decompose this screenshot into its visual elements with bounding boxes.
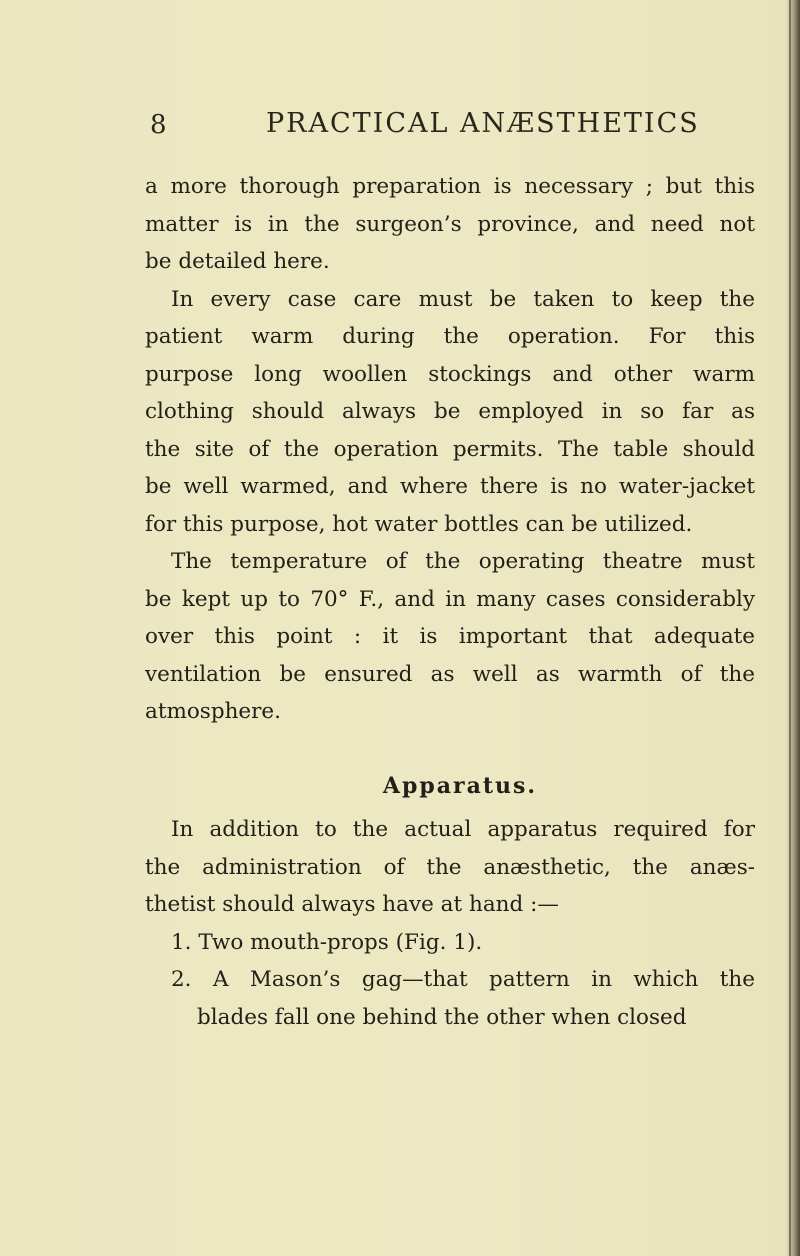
- text-line: be well warmed, and where there is no water-jacket: [145, 474, 755, 499]
- page-edge-line: [789, 0, 791, 1256]
- text-line: the site of the operation permits. The table should: [145, 436, 755, 462]
- text-line: atmosphere.: [145, 699, 281, 724]
- body-text: [145, 168, 755, 1036]
- list-item-continuation: blades fall one behind the other when closed: [197, 1004, 687, 1030]
- text-line: patient warm during the operation. For this: [145, 324, 755, 349]
- page-number: 8: [150, 110, 168, 140]
- text-line: clothing should always be employed in so far as: [145, 399, 755, 424]
- text-line: be kept up to 70° F., and in many cases considerably: [145, 586, 755, 612]
- text-line: purpose long woollen stockings and other warm: [145, 361, 755, 387]
- section-heading: Apparatus.: [382, 772, 538, 799]
- text-line: over this point : it is important that adequate: [145, 624, 755, 649]
- list-item: 2. A Mason’s gag—that pattern in which the: [171, 967, 755, 992]
- text-line: be detailed here.: [145, 249, 330, 274]
- text-line: The temperature of the operating theatre must: [171, 549, 755, 574]
- text-line: a more thorough preparation is necessary ; but this: [145, 174, 755, 199]
- text-line: matter is in the surgeon’s province, and need not: [145, 211, 755, 237]
- text-line: ventilation be ensured as well as warmth of the: [145, 661, 755, 687]
- text-line: In every case care must be taken to keep the: [171, 286, 755, 312]
- text-line: thetist should always have at hand :—: [145, 892, 559, 917]
- text-line: for this purpose, hot water bottles can be utilized.: [145, 511, 693, 537]
- text-line: In addition to the actual apparatus required for: [171, 817, 755, 842]
- text-line: the administration of the anæsthetic, the anæs-: [145, 854, 755, 880]
- running-title: PRACTICAL ANÆSTHETICS: [266, 108, 700, 139]
- list-item: 1. Two mouth-props (Fig. 1).: [171, 929, 483, 955]
